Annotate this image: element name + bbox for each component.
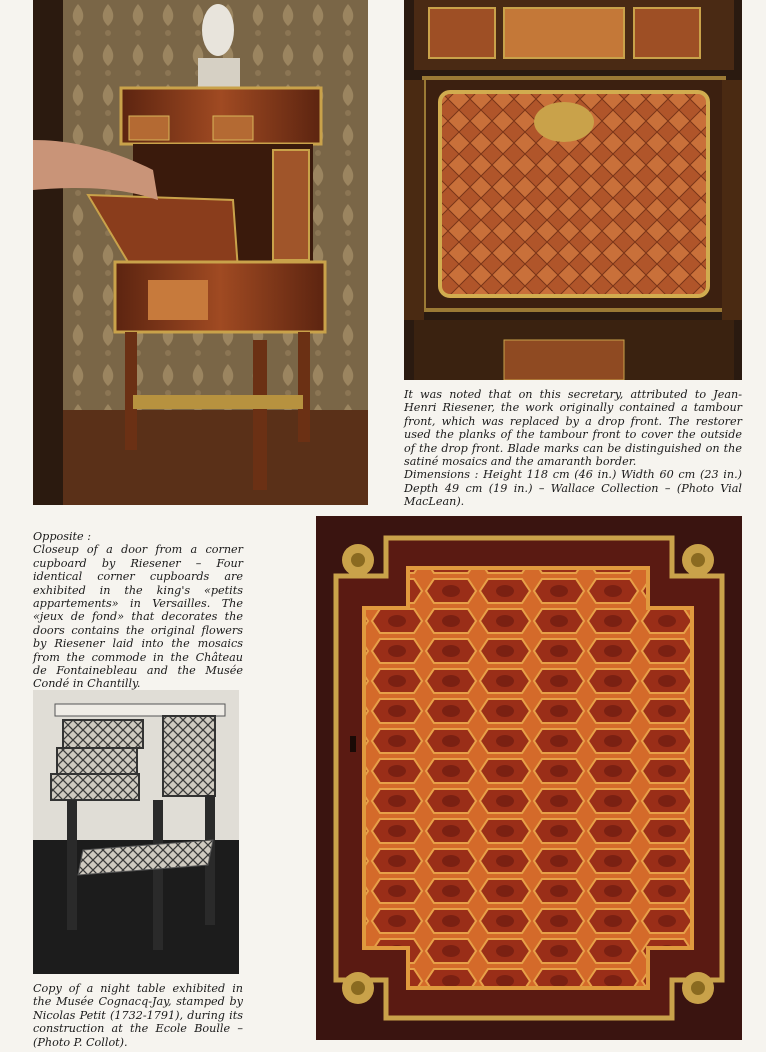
cupboard-door-illustration (316, 516, 742, 1040)
opposite-heading: Opposite : (33, 530, 91, 543)
secretary-photo (33, 0, 368, 505)
drop-front-photo (404, 0, 742, 380)
night-table-caption-text: Copy of a night table exhibited in the Musée Cognacq-Jay, stamped by Nicolas Petit (1732-1791), during its construction at the Ecole Boulle – (Photo P. Collot). (33, 982, 243, 1049)
secretary-caption (404, 388, 742, 509)
secretary-illustration (33, 0, 368, 505)
opposite-caption-text: Closeup of a door from a corner cupboard by Riesener – Four identical corner cupboards are exhibited in the king's «petits appartements» in Versailles. The «jeux de fond» that decorates the doors contains the original flowers by Riesener laid into the mosaics from the commode in the Château de Fontainebleau and the Musée Condé in Chantilly. (33, 543, 243, 691)
night-table-caption (33, 982, 243, 1049)
night-table-illustration (33, 690, 239, 974)
cupboard-door-photo (316, 516, 742, 1040)
secretary-caption-text: It was noted that on this secretary, attributed to Jean-Henri Riesener, the work originally contained a tambour front, which was replaced by a drop front. The restorer used the planks of the tambour front to cover the outside of the drop front. Blade marks can be distinguished on the satiné mosaics and the amaranth border. (404, 388, 742, 469)
night-table-photo (33, 690, 239, 974)
opposite-caption (33, 530, 243, 691)
secretary-dimensions: Dimensions : Height 118 cm (46 in.) Width 60 cm (23 in.) Depth 49 cm (19 in.) – Wallace Collection – (Photo Vial MacLean). (404, 468, 742, 509)
drop-front-illustration (404, 0, 742, 380)
